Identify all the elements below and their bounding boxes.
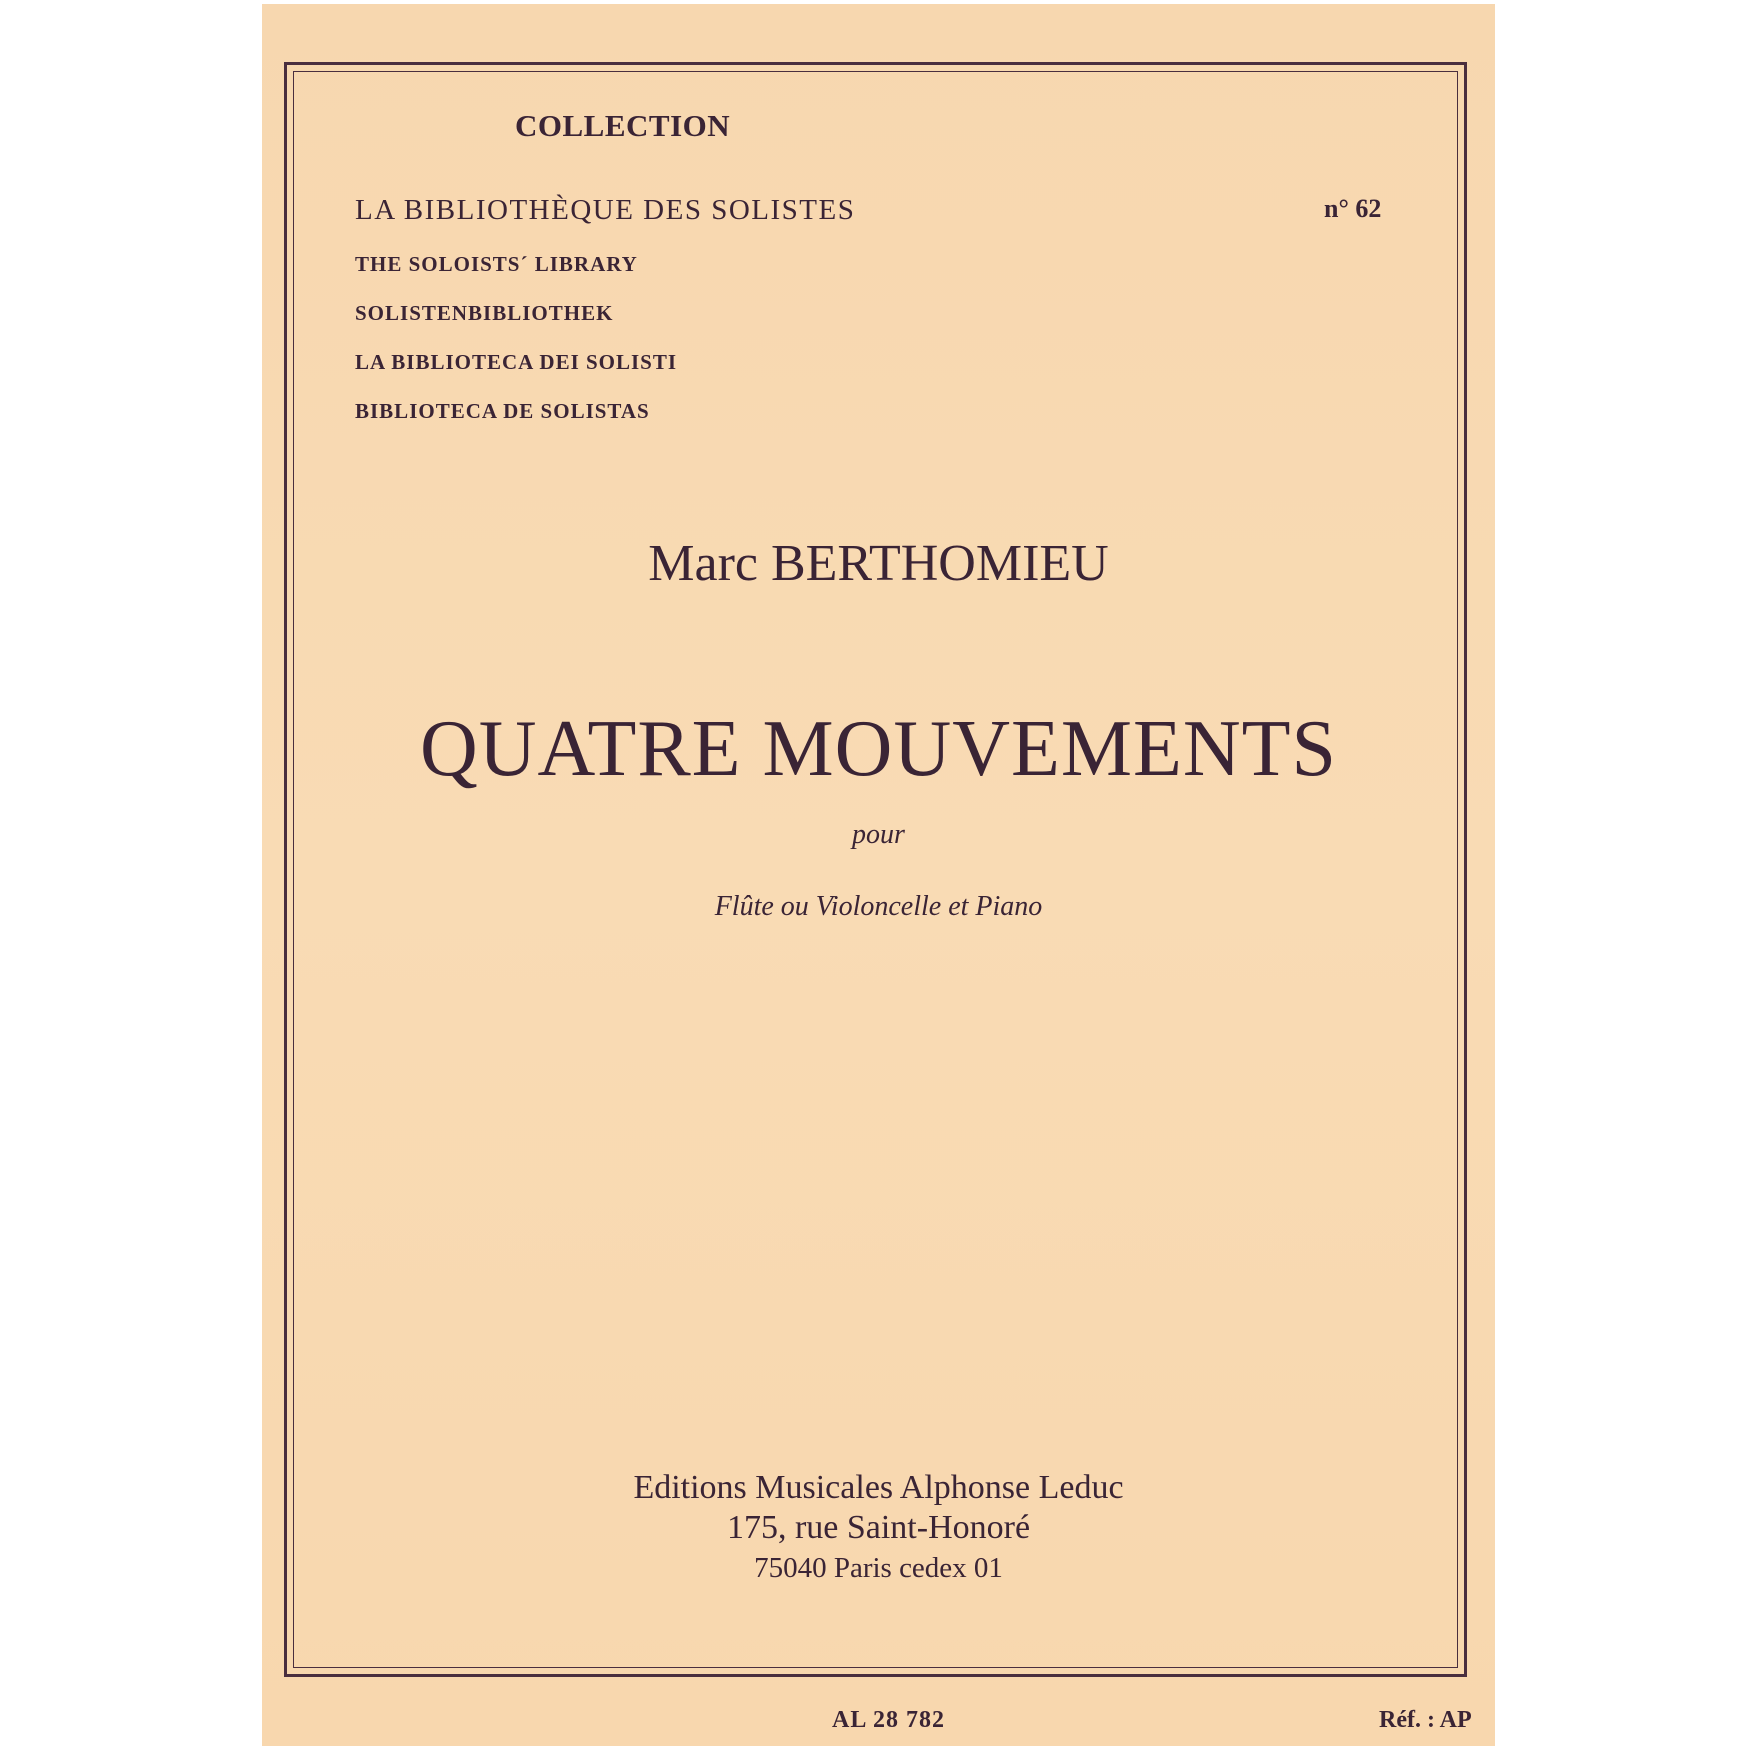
series-title-german: SOLISTENBIBLIOTHEK	[355, 301, 614, 325]
work-title: QUATRE MOUVEMENTS	[420, 705, 1337, 793]
instrumentation: Flûte ou Violoncelle et Piano	[714, 891, 1043, 922]
publisher-street: 175, rue Saint-Honoré	[726, 1509, 1031, 1546]
composer-name: Marc BERTHOMIEU	[648, 535, 1109, 592]
score-cover	[262, 4, 1495, 1746]
publisher-name: Editions Musicales Alphonse Leduc	[633, 1469, 1124, 1506]
publisher-city: 75040 Paris cedex 01	[754, 1552, 1003, 1584]
pour-label: pour	[852, 819, 905, 850]
catalog-number: AL 28 782	[832, 1707, 946, 1733]
series-title-italian: LA BIBLIOTECA DEI SOLISTI	[355, 350, 678, 374]
reference-code: Réf. : AP	[1379, 1707, 1472, 1733]
series-title-english: THE SOLOISTS´ LIBRARY	[355, 252, 638, 276]
series-title-spanish: BIBLIOTECA DE SOLISTAS	[355, 399, 650, 423]
collection-label: COLLECTION	[515, 108, 731, 143]
series-title: LA BIBLIOTHÈQUE DES SOLISTES	[355, 194, 856, 226]
series-number: n° 62	[1324, 194, 1382, 223]
